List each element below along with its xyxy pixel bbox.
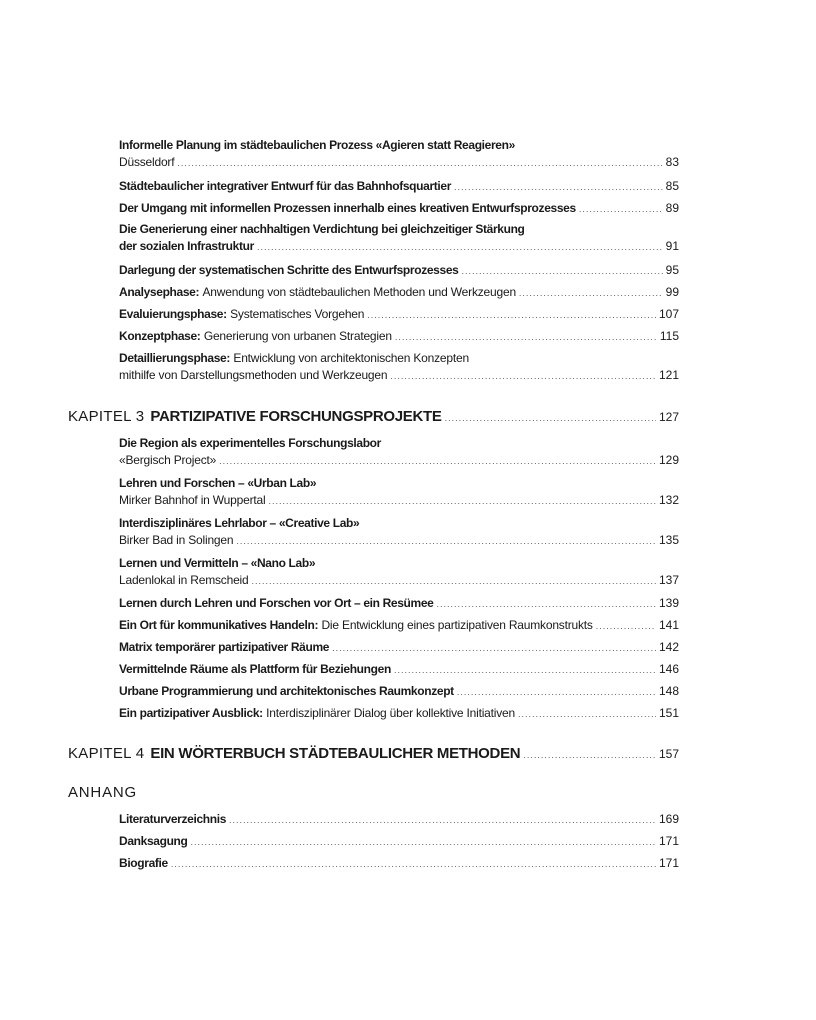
entry-subtitle: Mirker Bahnhof in Wuppertal <box>119 493 266 507</box>
entry-title: Ein Ort für kommunikatives Handeln: <box>119 618 319 632</box>
entry-subtitle: Interdisziplinärer Dialog über kollektive Initiativen <box>266 706 515 720</box>
leader-dots <box>445 408 656 428</box>
page-number: 89 <box>665 201 679 215</box>
toc-entry[interactable] <box>119 200 679 218</box>
entry-title: Informelle Planung im städtebaulichen Prozess «Agieren statt Reagieren» <box>119 138 515 152</box>
entry-title-line2: der sozialen Infrastruktur <box>119 239 254 253</box>
toc-entry[interactable] <box>119 683 679 701</box>
page-number: 171 <box>658 856 679 870</box>
appendix-heading: ANHANG <box>68 784 137 801</box>
leader-dots <box>251 573 655 590</box>
page-number: 107 <box>658 307 679 321</box>
entry-title: Interdisziplinäres Lehrlabor – «Creative Lab» <box>119 516 360 530</box>
toc-entry[interactable] <box>119 705 679 723</box>
chapter-heading-3[interactable] <box>68 407 679 428</box>
toc-entry[interactable] <box>119 855 679 873</box>
leader-dots <box>518 706 656 723</box>
toc-entry[interactable] <box>119 811 679 829</box>
leader-dots <box>236 533 656 550</box>
entry-title: Die Region als experimentelles Forschungslabor <box>119 436 381 450</box>
toc-entry[interactable] <box>119 178 679 196</box>
page-number: 91 <box>665 239 679 253</box>
page-number: 169 <box>658 812 679 826</box>
page-number: 121 <box>658 368 679 382</box>
leader-dots <box>461 263 662 280</box>
entry-title: Städtebaulicher integrativer Entwurf für das Bahnhofsquartier <box>119 179 452 193</box>
entry-subtitle: «Bergisch Project» <box>119 453 217 467</box>
leader-dots <box>523 745 656 765</box>
entry-title: Urbane Programmierung und architektonisches Raumkonzept <box>119 684 454 698</box>
page-number: 95 <box>665 263 679 277</box>
leader-dots <box>454 179 663 196</box>
entry-title: Darlegung der systematischen Schritte des Entwurfsprozesses <box>119 263 459 277</box>
page-number: 83 <box>665 155 679 169</box>
entry-title: Lernen durch Lehren und Forschen vor Ort – ein Resümee <box>119 596 434 610</box>
leader-dots <box>390 368 656 385</box>
toc-entry[interactable] <box>119 306 679 324</box>
toc-entry[interactable] <box>119 435 679 470</box>
leader-dots <box>229 812 656 829</box>
leader-dots <box>367 307 656 324</box>
entry-title: Detaillierungsphase: <box>119 351 231 365</box>
entry-subtitle: Generierung von urbanen Strategien <box>203 329 392 343</box>
page-number: 85 <box>665 179 679 193</box>
toc-entry[interactable] <box>119 515 679 550</box>
entry-title: Konzeptphase: <box>119 329 201 343</box>
leader-dots <box>219 453 656 470</box>
leader-dots <box>191 834 656 851</box>
page-number: 132 <box>658 493 679 507</box>
entry-title: Danksagung <box>119 834 188 848</box>
leader-dots <box>596 618 656 635</box>
page-number: 151 <box>658 706 679 720</box>
entry-subtitle: Birker Bad in Solingen <box>119 533 234 547</box>
leader-dots <box>332 640 656 657</box>
chapter-label: KAPITEL 4 <box>68 745 145 762</box>
page-number: 115 <box>659 329 679 343</box>
entry-title: Lehren und Forschen – «Urban Lab» <box>119 476 317 490</box>
entry-title: Der Umgang mit informellen Prozessen innerhalb eines kreativen Entwurfsprozesses <box>119 201 576 215</box>
entry-title: Lernen und Vermitteln – «Nano Lab» <box>119 556 316 570</box>
page-number: 139 <box>658 596 679 610</box>
toc-entry[interactable] <box>119 350 679 385</box>
entry-title: Biografie <box>119 856 168 870</box>
leader-dots <box>579 201 663 218</box>
page-number: 141 <box>658 618 679 632</box>
leader-dots <box>395 329 657 346</box>
leader-dots <box>257 239 663 256</box>
page-number: 99 <box>665 285 679 299</box>
chapter-heading-4[interactable] <box>68 744 679 765</box>
leader-dots <box>457 684 656 701</box>
entry-title: Vermittelnde Räume als Plattform für Beziehungen <box>119 662 391 676</box>
leader-dots <box>177 155 662 172</box>
page-number: 129 <box>658 453 679 467</box>
leader-dots <box>268 493 656 510</box>
entry-subtitle-line2: mithilfe von Darstellungsmethoden und Werkzeugen <box>119 368 388 382</box>
page-number: 148 <box>658 684 679 698</box>
entry-title: Matrix temporärer partizipativer Räume <box>119 640 330 654</box>
toc-entry[interactable] <box>119 137 679 172</box>
toc-entry[interactable] <box>119 475 679 510</box>
entry-title: Die Generierung einer nachhaltigen Verdichtung bei gleichzeitiger Stärkung <box>119 222 525 236</box>
page-number: 137 <box>658 573 679 587</box>
toc-entry[interactable] <box>119 328 679 346</box>
toc-entry[interactable] <box>119 595 679 613</box>
leader-dots <box>519 285 663 302</box>
entry-title: Analysephase: <box>119 285 200 299</box>
toc-entry[interactable] <box>119 617 679 635</box>
page-number: 146 <box>658 662 679 676</box>
page-number: 135 <box>658 533 679 547</box>
entry-title: Evaluierungsphase: <box>119 307 227 321</box>
toc-entry[interactable] <box>119 262 679 280</box>
entry-title: Literaturverzeichnis <box>119 812 227 826</box>
entry-subtitle: Ladenlokal in Remscheid <box>119 573 249 587</box>
entry-subtitle: Systematisches Vorgehen <box>230 307 365 321</box>
entry-subtitle: Anwendung von städtebaulichen Methoden und Werkzeugen <box>202 285 516 299</box>
toc-entry[interactable] <box>119 639 679 657</box>
chapter-title: EIN WÖRTERBUCH STÄDTEBAULICHER METHODEN <box>150 745 521 762</box>
toc-entry[interactable] <box>119 661 679 679</box>
leader-dots <box>394 662 656 679</box>
toc-entry[interactable] <box>119 284 679 302</box>
leader-dots <box>437 596 656 613</box>
page-number: 142 <box>658 640 679 654</box>
entry-title: Ein partizipativer Ausblick: <box>119 706 263 720</box>
chapter-label: KAPITEL 3 <box>68 408 145 425</box>
toc-entry[interactable] <box>119 555 679 590</box>
leader-dots <box>171 856 656 873</box>
chapter-title: PARTIZIPATIVE FORSCHUNGSPROJEKTE <box>150 408 442 425</box>
entry-subtitle: Düsseldorf <box>119 155 175 169</box>
toc-entry[interactable] <box>119 221 679 256</box>
entry-subtitle: Entwicklung von architektonischen Konzepten <box>233 351 469 365</box>
page-number: 157 <box>658 747 679 761</box>
page-number: 171 <box>658 834 679 848</box>
toc-entry[interactable] <box>119 833 679 851</box>
entry-subtitle: Die Entwicklung eines partizipativen Raumkonstrukts <box>321 618 593 632</box>
page-number: 127 <box>658 410 679 424</box>
